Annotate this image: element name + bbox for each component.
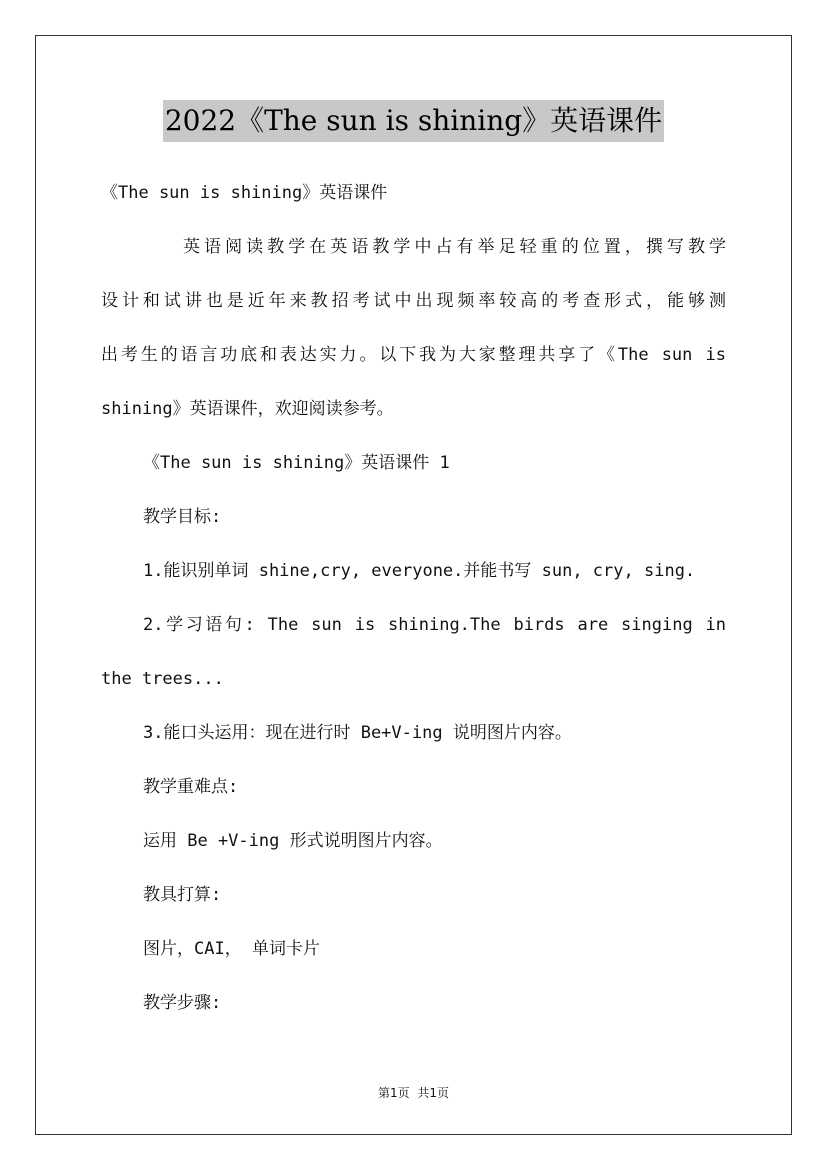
page-total: 共1页 — [417, 1086, 449, 1100]
page-footer — [0, 1084, 827, 1102]
intro-line-1: 英语阅读教学在英语教学中占有举足轻重的位置，撰写教学 — [183, 237, 726, 257]
title-container — [0, 100, 827, 142]
objective-2-line-1: 2.学习语句: The sun is shining.The birds are singing in — [143, 615, 726, 635]
objective-1: 1.能识别单词 shine,cry, everyone.并能书写 sun, cry, sing. — [143, 561, 696, 581]
section-heading: 《The sun is shining》英语课件 1 — [143, 453, 450, 473]
key-points-heading: 教学重难点: — [143, 777, 239, 797]
key-points-text: 运用 Be +V-ing 形式说明图片内容。 — [143, 831, 443, 851]
objective-3: 3.能口头运用：现在进行时 Be+V-ing 说明图片内容。 — [143, 723, 572, 743]
materials-heading: 教具打算: — [143, 885, 222, 905]
objective-2-line-2: the trees... — [101, 669, 224, 689]
materials-text: 图片，CAI， 单词卡片 — [143, 939, 320, 959]
page-number: 第1页 — [378, 1086, 410, 1100]
intro-line-2: 设计和试讲也是近年来教招考试中出现频率较高的考查形式，能够测 — [101, 291, 726, 311]
document-subtitle: 《The sun is shining》英语课件 — [101, 183, 388, 203]
objectives-heading: 教学目标: — [143, 507, 222, 527]
document-title: 2022《The sun is shining》英语课件 — [163, 100, 664, 142]
steps-heading: 教学步骤: — [143, 993, 222, 1013]
intro-line-4: shining》英语课件，欢迎阅读参考。 — [101, 399, 394, 419]
intro-line-3: 出考生的语言功底和表达实力。以下我为大家整理共享了《The sun is — [101, 345, 726, 365]
